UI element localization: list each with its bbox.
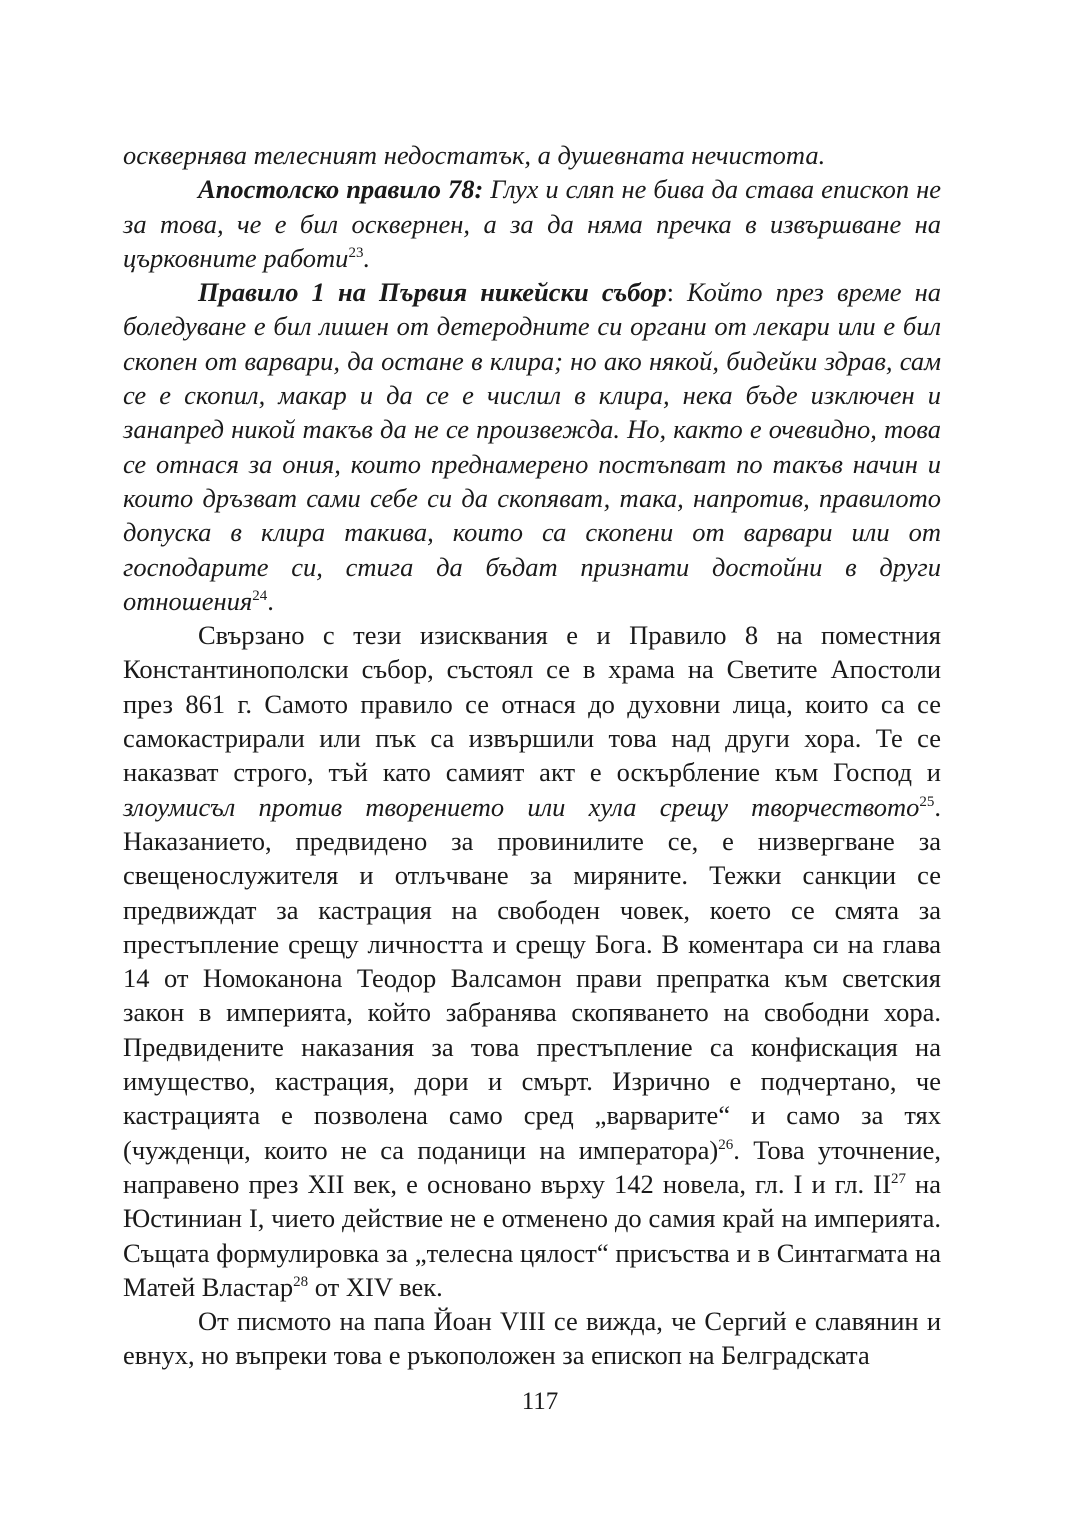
- footnote-ref-24: 24: [252, 587, 268, 604]
- label-colon: :: [666, 277, 674, 308]
- italic-quote: злоумисъл против творението или хула срещу творчеството: [123, 791, 920, 822]
- paragraph-constantinople-rule-8: [123, 618, 941, 1304]
- footnote-ref-26: 26: [718, 1136, 734, 1153]
- paragraph-end: .: [267, 585, 274, 616]
- rule-label: Апостолско правило 78:: [198, 174, 484, 205]
- paragraph-apostolic-rule-78: [123, 172, 941, 275]
- footnote-ref-27: 27: [890, 1170, 906, 1187]
- footnote-ref-28: 28: [293, 1273, 309, 1290]
- rule-label: Правило 1 на Първия никейски събор: [198, 277, 667, 308]
- page-body: [123, 138, 941, 1373]
- paragraph-nicaea-rule-1: [123, 275, 941, 618]
- footnote-ref-25: 25: [919, 793, 935, 810]
- paragraph-text: . Наказанието, предвидено за провинилите се, е низвергване за свещенослужителя и отлъчване за миряните. Тежки санкции се предвиждат за кастрация на свободен човек, което се смята за престъпление срещу личността и срещу Бога. В коментара си на глава 14 от Номоканона Теодор Валсамон прави препратка към светския закон в империята, който забранява скопяването на свободни хора. Предвидените наказания за това престъпление са конфискация на имущество, кастрация, дори и смърт. Изрично е подчертано, че кастрацията е позволена само сред „варварите“ и само за тях (чужденци, които не са поданици на императора): [123, 791, 941, 1165]
- paragraph-text: Свързано с тези изисквания е и Правило 8 на поместния Константинополски събор, състоял се в храма на Светите Апостоли през 861 г. Самото правило се отнася до духовни лица, които са се самокастрирали или пък са извършили това над други хора. Те се наказват строго, тъй като самият акт е оскърбление към Господ и: [123, 620, 941, 788]
- paragraph-text: осквернява телесният недостатък, а душевната нечистота.: [123, 140, 826, 170]
- paragraph-pope-john-letter: [123, 1304, 941, 1373]
- page-number: 117: [521, 1388, 559, 1415]
- paragraph-text: на Юстиниан I, чието действие не е отменено до самия край на империята. Същата формулировка за „телесна цялост“ присъства и в Синтагмата на Матей Властар: [123, 1168, 942, 1302]
- paragraph-text: Който през време на боледуване е бил лишен от детеродните си органи от лекари или е бил скопен от варвари, да остане в клира; но ако някой, бидейки здрав, сам се е скопил, макар и да се е числил в клира, нека бъде изключен и занапред никой такъв да не се произвежда. Но, както е очевидно, това се отнася за ония, които преднамерено постъпват по такъв начин и които дръзват сами себе си да скопяват, така, напротив, правилото допуска в клира такива, които са скопени от варвари или от господарите си, стига да бъдат признати достойни в други отношения: [123, 277, 942, 616]
- paragraph-text: Глух и сляп не бива да става епископ не за това, че е бил осквернен, а за да няма пречка в извършване на църковните работи: [123, 174, 941, 273]
- footnote-ref-23: 23: [348, 244, 364, 261]
- paragraph-text: . Това уточнение, направено през XII век, е основано върху 142 новела, гл. I и гл. II: [123, 1134, 941, 1199]
- paragraph-text: от XIV век.: [308, 1271, 443, 1302]
- paragraph-text: От писмото на папа Йоан VIII се вижда, че Сергий е славянин и евнух, но въпреки това е ръкоположен за епископ на Белградската: [123, 1306, 941, 1371]
- paragraph-end: .: [363, 242, 371, 273]
- paragraph-continuation: [123, 138, 941, 172]
